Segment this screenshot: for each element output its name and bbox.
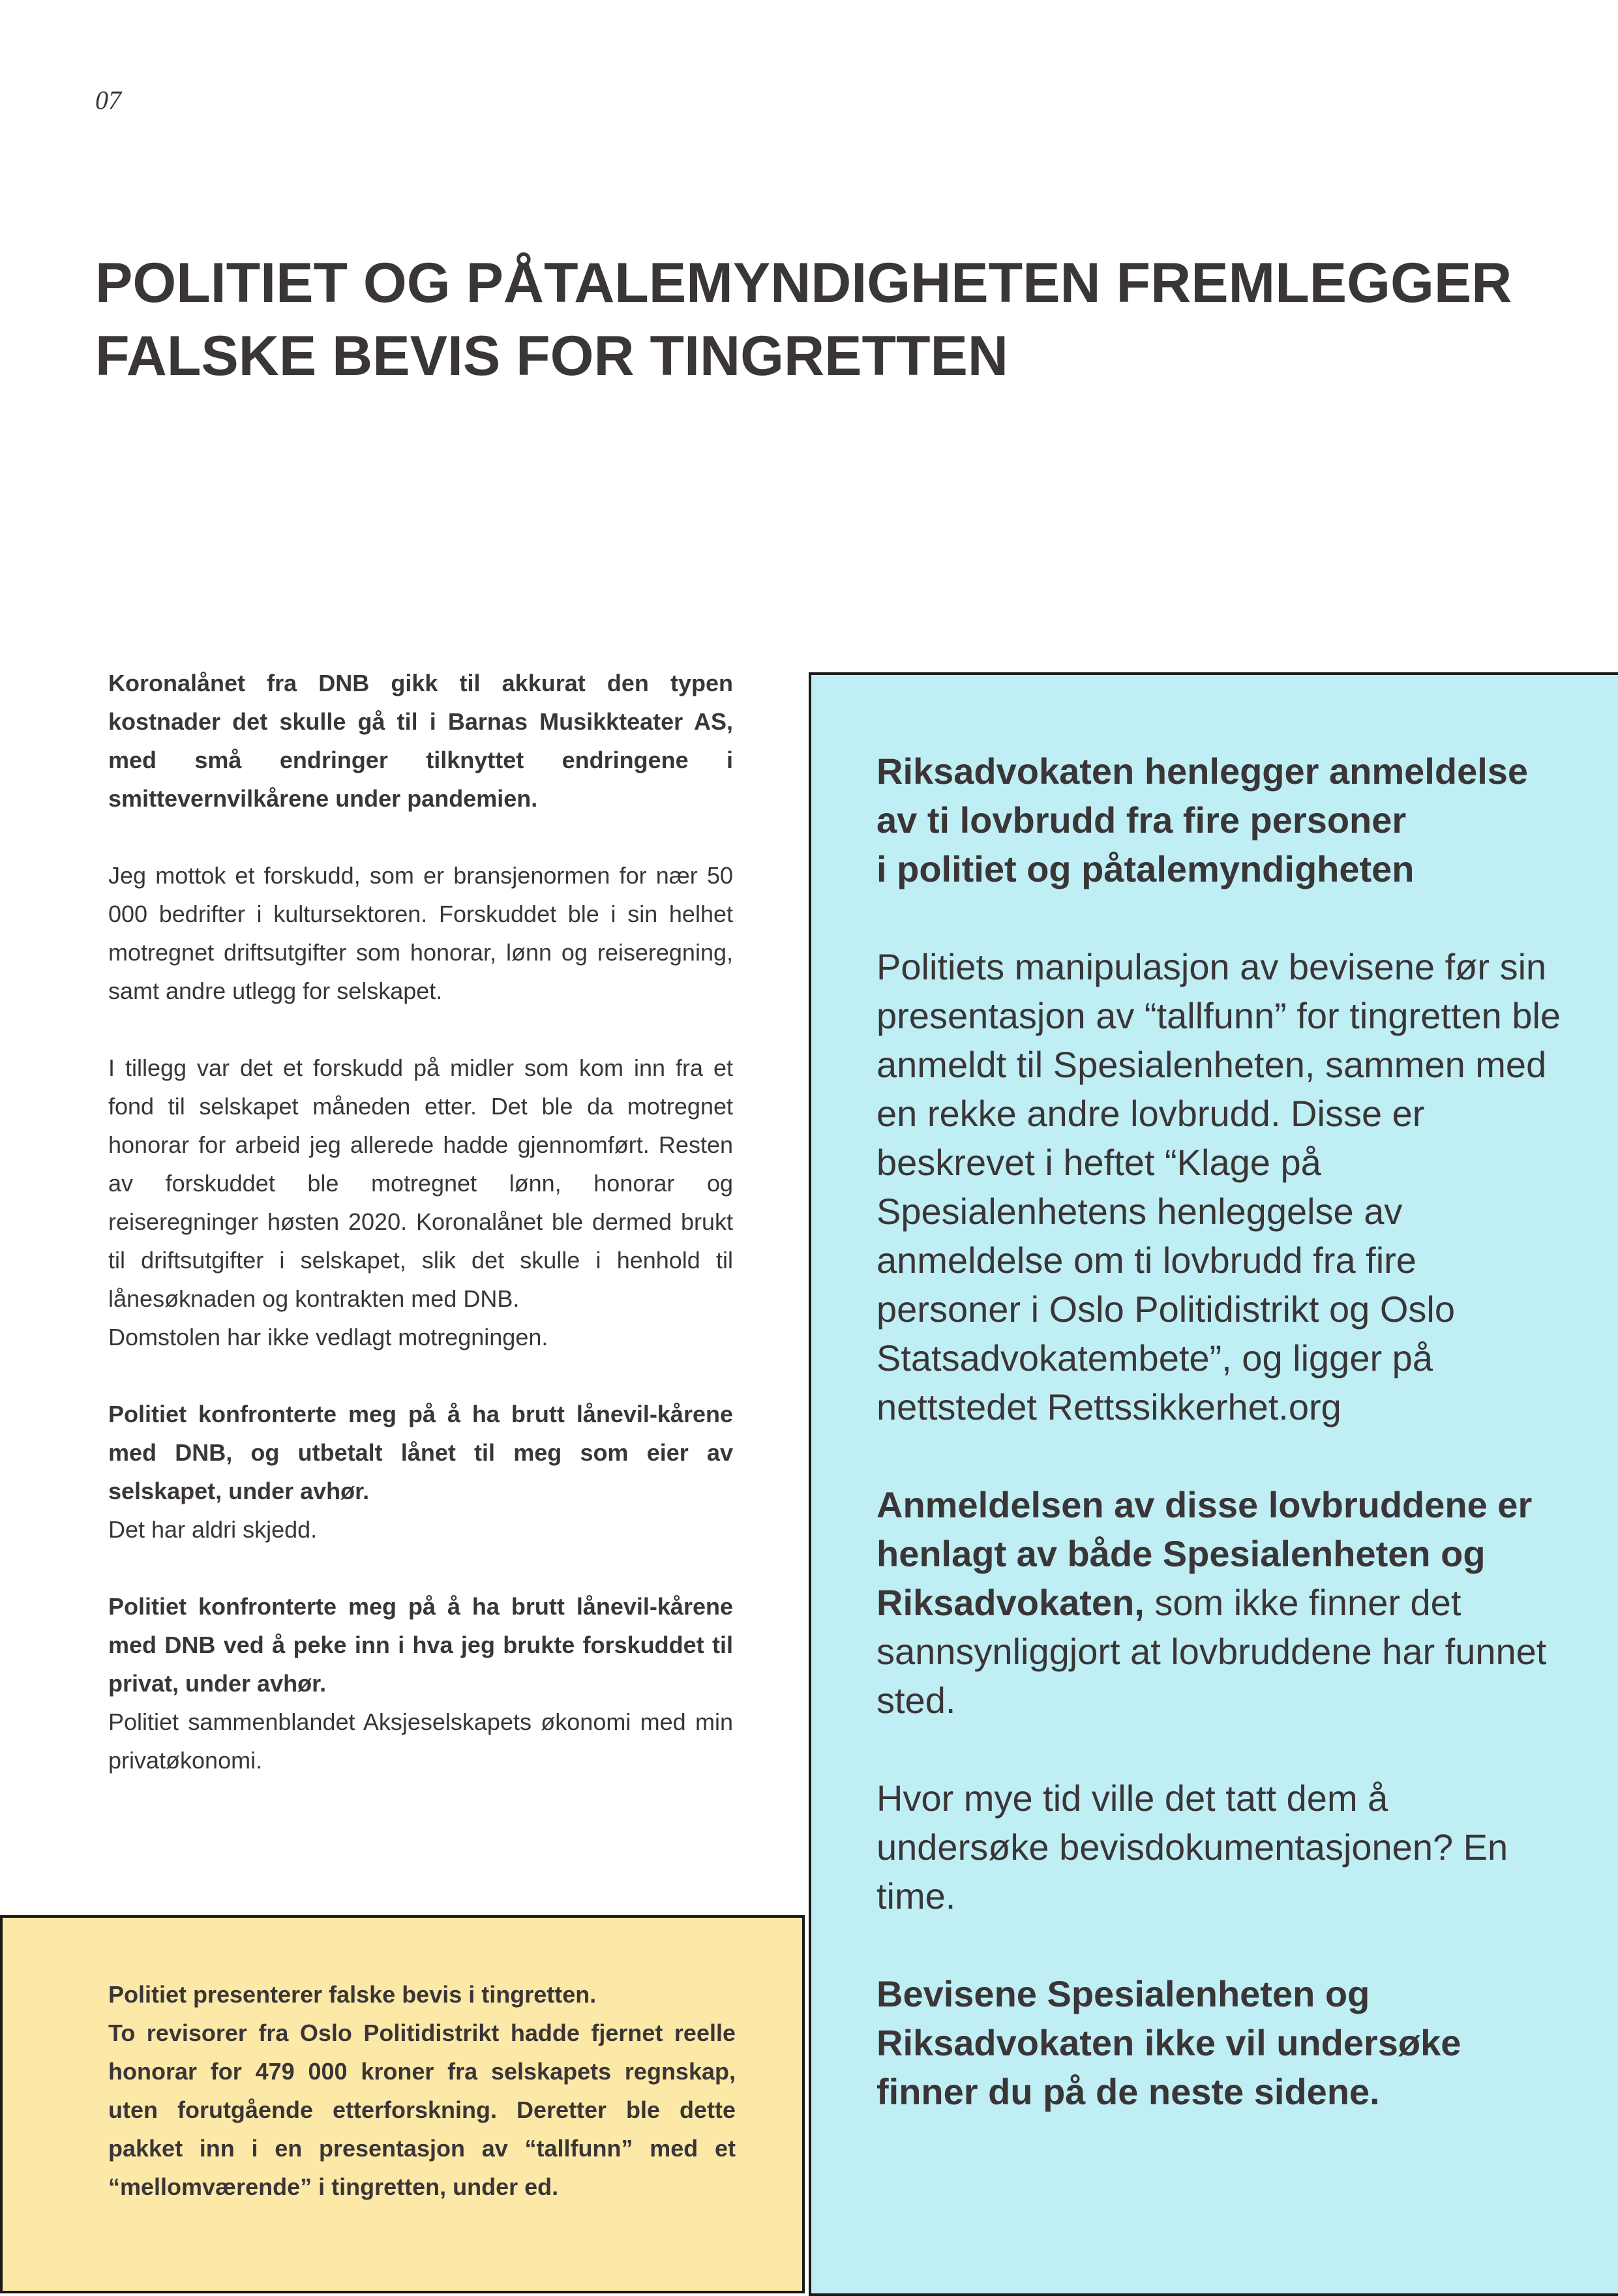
interrogation-2-claim: Politiet konfronterte meg på å ha brutt lånevil-kårene med DNB ved å peke inn i hva jeg brukte forskuddet til privat, under avhør. bbox=[108, 1593, 733, 1697]
sidebar-paragraph-conclusion: Bevisene Spesialenheten og Riksadvokaten ikke vil undersøke finner du på de neste sidene. bbox=[876, 1973, 1461, 2112]
sidebar-dismissal-normal: som ikke finner det sannsynliggjort at lovbruddene har funnet sted. bbox=[876, 1582, 1547, 1721]
sidebar-heading-line-3: i politiet og påtalemyndigheten bbox=[876, 848, 1415, 889]
sidebar-paragraph-manipulation: Politiets manipulasjon av bevisene før sin presentasjon av “tallfunn” for tingretten ble anmeldt til Spesialenheten, sammen med en rekke andre lovbrudd. Disse er beskrevet i heftet “Klage på Spesialenhetens henleggelse av anmeldelse om ti lovbrudd fra fire personer i Oslo Politidistrikt og Oslo Statsadvokatembete”, og ligger på nettstedet Rettssikkerhet.org bbox=[876, 946, 1561, 1427]
sidebar-heading-line-2: av ti lovbrudd fra fire personer bbox=[876, 799, 1407, 841]
page-number: 07 bbox=[95, 85, 121, 115]
sidebar-heading-line-1: Riksadvokaten henlegger anmeldelse bbox=[876, 751, 1529, 792]
sidebar-heading bbox=[876, 747, 1568, 893]
paragraph-court-note: Domstolen har ikke vedlagt motregningen. bbox=[108, 1324, 548, 1350]
highlight-box-false-evidence bbox=[0, 1915, 805, 2293]
paragraph-interrogation-1 bbox=[108, 1395, 733, 1549]
page-title-line-2: FALSKE BEVIS FOR TINGRETTEN bbox=[95, 325, 1008, 387]
page-title-line-1: POLITIET OG PÅTALEMYNDIGHETEN FREMLEGGER bbox=[95, 252, 1512, 314]
highlight-box-body: To revisorer fra Oslo Politidistrikt hadde fjernet reelle honorar for 479 000 kroner fra selskapets regnskap, uten forutgående etterforskning. Deretter ble dette pakket inn i en presentasjon av “tallfunn” med et “mellomværende” i tingretten, under ed. bbox=[108, 2020, 736, 2200]
paragraph-interrogation-2 bbox=[108, 1587, 733, 1780]
sidebar-paragraph-dismissal bbox=[876, 1480, 1568, 1725]
interrogation-1-claim: Politiet konfronterte meg på å ha brutt lånevil-kårene med DNB, og utbetalt lånet til meg som eier av selskapet, under avhør. bbox=[108, 1401, 733, 1504]
paragraph-fund-advance bbox=[108, 1049, 733, 1356]
paragraph-advance: Jeg mottok et forskudd, som er bransjenormen for nær 50 000 bedrifter i kultursektoren. Forskuddet ble i sin helhet motregnet driftsutgifter som honorar, lønn og reiseregning, samt andre utlegg for selskapet. bbox=[108, 862, 733, 1004]
interrogation-1-response: Det har aldri skjedd. bbox=[108, 1516, 318, 1543]
interrogation-2-response: Politiet sammenblandet Aksjeselskapets økonomi med min privatøkonomi. bbox=[108, 1708, 733, 1774]
page-title bbox=[95, 246, 1563, 393]
left-text-column bbox=[108, 664, 733, 1818]
sidebar-box-text bbox=[876, 747, 1568, 2165]
paragraph-loan-purpose: Koronalånet fra DNB gikk til akkurat den typen kostnader det skulle gå til i Barnas Musikkteater AS, med små endringer tilknyttet endringene i smittevernvilkårene under pandemien. bbox=[108, 670, 733, 812]
sidebar-paragraph-question: Hvor mye tid ville det tatt dem å undersøke bevisdokumentasjonen? En time. bbox=[876, 1778, 1508, 1916]
sidebar-box-riksadvokaten bbox=[809, 672, 1618, 2296]
highlight-box-title: Politiet presenterer falske bevis i tingretten. bbox=[108, 1981, 597, 2008]
paragraph-fund-advance-text: I tillegg var det et forskudd på midler som kom inn fra et fond til selskapet måneden etter. Det ble da motregnet honorar for arbeid jeg allerede hadde gjennomført. Resten av forskuddet ble motregnet lønn, honorar og reiseregninger høsten 2020. Koronalånet ble dermed brukt til driftsutgifter i selskapet, slik det skulle i henhold til lånesøknaden og kontrakten med DNB. bbox=[108, 1054, 733, 1312]
highlight-box-text bbox=[108, 1975, 736, 2206]
sidebar-dismissal-bold: Anmeldelsen av disse lovbruddene er henlagt av både Spesialenheten og Riksadvokaten, bbox=[876, 1484, 1533, 1623]
